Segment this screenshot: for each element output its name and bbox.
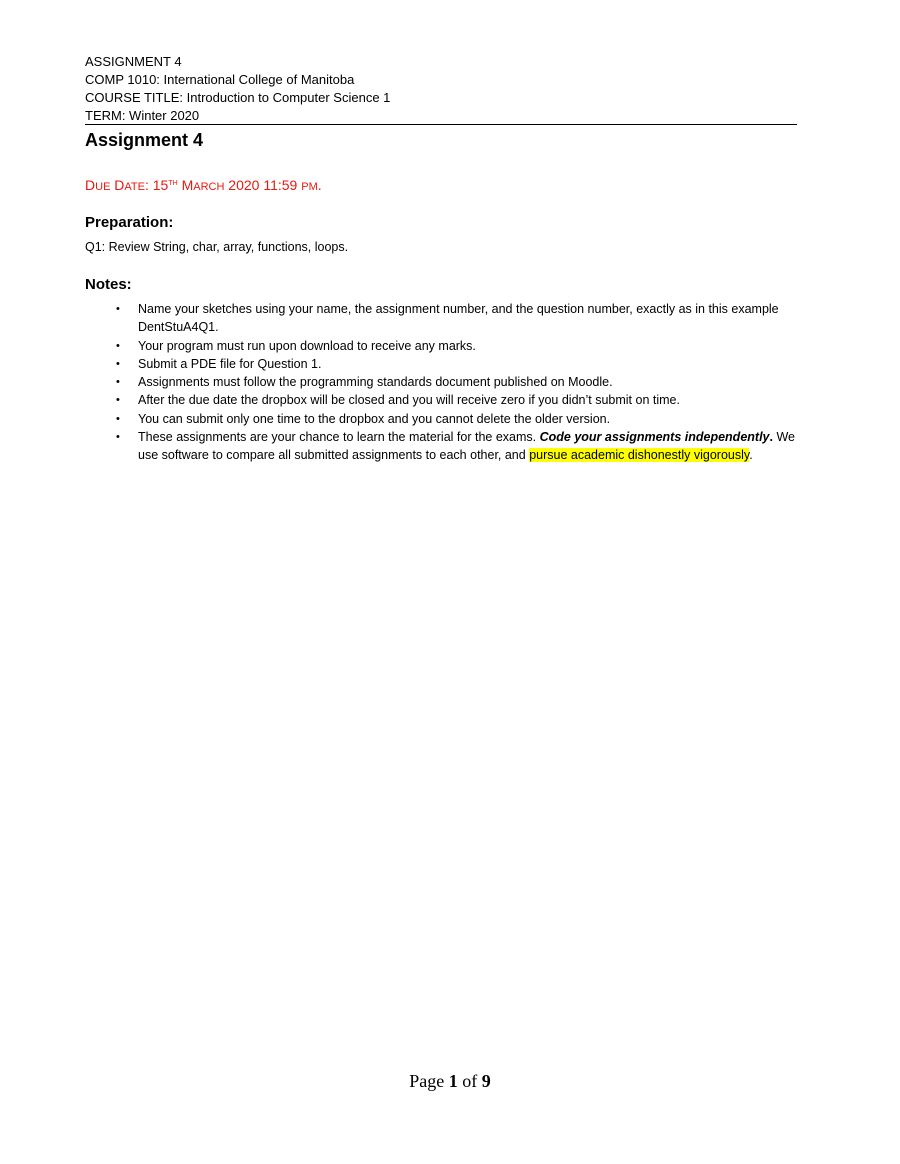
due-date-part: UE (95, 181, 111, 193)
bullet-icon: • (116, 339, 120, 352)
of-label: of (457, 1071, 482, 1091)
note-text: Name your sketches using your name, the assignment number, and the question number, exactly as in this example DentStuA4Q1. (138, 302, 779, 335)
list-item (116, 410, 798, 428)
list-item (116, 355, 798, 373)
bullet-icon: • (116, 303, 120, 315)
due-date-time: 2020 11:59 (224, 177, 302, 193)
bullet-icon: • (116, 412, 120, 425)
due-date-part: . (317, 177, 322, 193)
total-pages-number: 9 (481, 1071, 491, 1091)
due-date-part: M (177, 177, 194, 193)
note-text: These assignments are your chance to learn the material for the exams. (138, 430, 540, 445)
header-assignment-line: ASSIGNMENT 4 (85, 54, 182, 69)
header-term-line: TERM: Winter 2020 (85, 108, 200, 123)
list-item (116, 373, 798, 391)
page-title: Assignment 4 (85, 130, 204, 150)
bullet-icon: • (116, 376, 120, 389)
page-label: Page (409, 1071, 449, 1091)
list-item (116, 337, 798, 355)
due-date-part: D (110, 177, 125, 193)
note-text: Submit a PDE file for Question 1. (138, 356, 322, 371)
due-date-part: ARCH (193, 181, 225, 193)
due-date-part: PM (301, 181, 318, 193)
preparation-text: Q1: Review String, char, array, functions, loops. (85, 240, 349, 254)
due-date-ordinal: TH (168, 180, 178, 187)
header-course-title-line: COURSE TITLE: Introduction to Computer Science 1 (85, 90, 391, 105)
notes-heading: Notes: (85, 276, 132, 293)
page-number-footer (0, 1070, 900, 1092)
bullet-icon: • (116, 394, 120, 407)
list-item (116, 300, 798, 337)
header-divider (85, 124, 797, 125)
note-text: You can submit only one time to the dropbox and you cannot delete the older version. (138, 411, 611, 426)
notes-list (116, 300, 798, 465)
due-date-part: : 15 (144, 177, 169, 193)
note-text: We use software to compare all submitted assignments to each other, and (138, 430, 795, 463)
bullet-icon: • (116, 431, 120, 444)
note-text: After the due date the dropbox will be closed and you will receive zero if you didn’t submit on time. (138, 393, 680, 408)
due-date-part: D (85, 177, 96, 193)
list-item (116, 428, 798, 465)
document-header (85, 53, 797, 125)
due-date-part: ATE (124, 181, 145, 193)
note-text: Your program must run upon download to receive any marks. (138, 338, 476, 353)
note-text: Assignments must follow the programming standards document published on Moodle. (138, 375, 613, 390)
header-course-line: COMP 1010: International College of Manitoba (85, 72, 355, 87)
current-page-number: 1 (448, 1071, 458, 1091)
emphasis-period: . (769, 430, 773, 445)
list-item (116, 391, 798, 409)
note-text: . (749, 448, 753, 463)
due-date (85, 175, 322, 197)
emphasis-text: Code your assignments independently (539, 430, 770, 445)
preparation-heading: Preparation: (85, 214, 174, 231)
highlighted-text: pursue academic dishonestly vigorously (529, 448, 750, 463)
bullet-icon: • (116, 357, 120, 370)
